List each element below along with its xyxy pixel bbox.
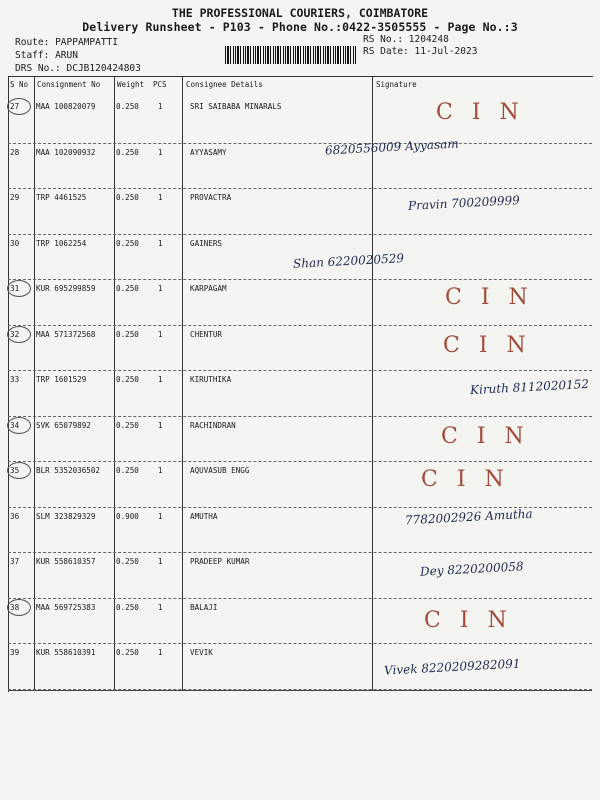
table-bottom-line (8, 690, 592, 691)
circled-mark (7, 280, 31, 297)
runsheet-subtitle: Delivery Runsheet - P103 - Phone No.:0422-3505555 - Page No.:3 (82, 20, 518, 34)
row-sno: 30 (10, 238, 20, 248)
col-header-weight: Weight (117, 80, 145, 89)
row-weight: 0.250 (116, 193, 139, 202)
row-sno: 28 (10, 147, 20, 157)
row-consignee: AQUVASUB ENGG (190, 466, 250, 475)
drs-line (15, 63, 141, 74)
circled-mark (7, 417, 31, 434)
circled-mark (7, 98, 31, 115)
circled-mark (7, 462, 31, 479)
row-sno: 27 (10, 102, 19, 111)
row-consignee: VEVIK (190, 648, 213, 657)
row-weight: 0.250 (116, 557, 139, 566)
rs-no-value: 1204248 (408, 34, 449, 45)
row-consignment-no: KUR 695299859 (36, 284, 96, 293)
row-weight: 0.250 (116, 375, 139, 384)
row-pcs: 1 (158, 284, 163, 293)
signature-cin-mark: C I N (441, 424, 530, 449)
row-sno: 36 (10, 511, 20, 521)
row-weight: 0.250 (116, 466, 139, 475)
rs-date-line (363, 46, 477, 57)
row-consignee: GAINERS (190, 238, 223, 248)
row-consignee: SRI SAIBABA MINARALS (190, 102, 282, 111)
row-consignee: RACHINDRAN (190, 420, 236, 430)
row-consignee: KIRUTHIKA (190, 375, 232, 384)
route-label: Route: (15, 37, 50, 48)
signature-handwritten: 6820556009 Ayyasam (324, 136, 460, 158)
row-pcs: 1 (158, 648, 163, 657)
staff-line (15, 50, 78, 61)
row-consignment-no: KUR 558610357 (36, 557, 96, 566)
row-pcs: 1 (158, 511, 163, 521)
col-header-sno: S No (10, 80, 29, 89)
row-consignee: KARPAGAM (190, 284, 227, 293)
row-pcs: 1 (158, 375, 163, 384)
row-consignment-no: MAA 102090932 (36, 147, 96, 157)
row-consignment-no: MAA 571372568 (36, 329, 96, 339)
row-pcs: 1 (158, 557, 163, 566)
rs-no-label: RS No.: (363, 34, 404, 45)
signature-handwritten: Vivek 8220209282091 (383, 656, 521, 678)
signature-cin-mark: C I N (445, 285, 534, 310)
signature-cin-mark: C I N (436, 100, 525, 125)
row-sno: 37 (10, 557, 20, 566)
row-consignment-no: TRP 1062254 (36, 238, 87, 248)
row-weight: 0.250 (116, 147, 139, 157)
row-pcs: 1 (158, 466, 163, 475)
col-header-consignee: Consignee Details (186, 80, 263, 89)
rs-date-label: RS Date: (363, 46, 409, 57)
row-pcs: 1 (158, 147, 163, 157)
row-sno: 34 (10, 421, 19, 430)
circled-mark (7, 326, 31, 343)
staff-value: ARUN (55, 50, 78, 61)
col-header-pcs: PCS (153, 80, 167, 89)
circled-mark (7, 599, 31, 616)
barcode (225, 46, 357, 64)
row-sno: 32 (10, 330, 19, 339)
row-consignee: AMUTHA (190, 511, 218, 521)
row-consignment-no: TRP 1601529 (36, 375, 87, 384)
row-pcs: 1 (158, 420, 163, 430)
row-pcs: 1 (158, 193, 163, 202)
row-sno: 33 (10, 375, 20, 384)
row-consignment-no: MAA 100820079 (36, 102, 96, 111)
row-weight: 0.250 (116, 602, 139, 612)
drs-value: DCJB120424803 (66, 63, 141, 74)
row-separator (8, 689, 592, 690)
col-header-consignment: Consignment No (37, 80, 101, 89)
route-value: PAPPAMPATTI (55, 37, 118, 48)
row-consignee: CHENTUR (190, 329, 223, 339)
route-line (15, 37, 118, 48)
row-weight: 0.250 (116, 648, 139, 657)
signature-cin-mark: C I N (421, 467, 510, 492)
row-consignment-no: MAA 569725383 (36, 602, 96, 612)
signature-handwritten: Dey 8220200058 (419, 559, 524, 579)
signature-handwritten: Pravin 700209999 (407, 193, 521, 213)
row-pcs: 1 (158, 602, 163, 612)
row-pcs: 1 (158, 102, 163, 111)
rs-no-line (363, 34, 449, 45)
row-consignment-no: KUR 558610391 (36, 648, 96, 657)
row-consignment-no: SVK 65079892 (36, 420, 91, 430)
row-consignee: BALAJI (190, 602, 218, 612)
col-header-signature: Signature (376, 80, 417, 89)
company-title: THE PROFESSIONAL COURIERS, COIMBATORE (171, 6, 429, 20)
signature-cin-mark: C I N (424, 608, 513, 633)
staff-label: Staff: (15, 50, 50, 61)
row-weight: 0.900 (116, 511, 139, 521)
row-sno: 31 (10, 284, 19, 293)
signature-handwritten: Kiruth 8112020152 (469, 376, 590, 398)
row-consignee: PROVACTRA (190, 193, 232, 202)
row-consignment-no: BLR 5352036502 (36, 466, 101, 475)
row-weight: 0.250 (116, 284, 139, 293)
row-sno: 38 (10, 603, 19, 612)
row-pcs: 1 (158, 238, 163, 248)
row-sno: 29 (10, 193, 20, 202)
signature-handwritten: Shan 6220020529 (292, 251, 405, 271)
row-consignee: AYYASAMY (190, 147, 227, 157)
row-sno: 39 (10, 648, 20, 657)
row-consignment-no: SLM 323829329 (36, 511, 96, 521)
row-pcs: 1 (158, 329, 163, 339)
row-weight: 0.250 (116, 238, 139, 248)
signature-cin-mark: C I N (443, 333, 532, 358)
row-consignee: PRADEEP KUMAR (190, 557, 250, 566)
row-sno: 35 (10, 466, 19, 475)
drs-label: DRS No.: (15, 63, 61, 74)
rs-date-value: 11-Jul-2023 (414, 46, 478, 57)
row-weight: 0.250 (116, 102, 139, 111)
row-weight: 0.250 (116, 420, 139, 430)
row-consignment-no: TRP 4461525 (36, 193, 87, 202)
row-weight: 0.250 (116, 329, 139, 339)
table-row (8, 144, 592, 190)
signature-handwritten: 7782002926 Amutha (404, 506, 533, 528)
